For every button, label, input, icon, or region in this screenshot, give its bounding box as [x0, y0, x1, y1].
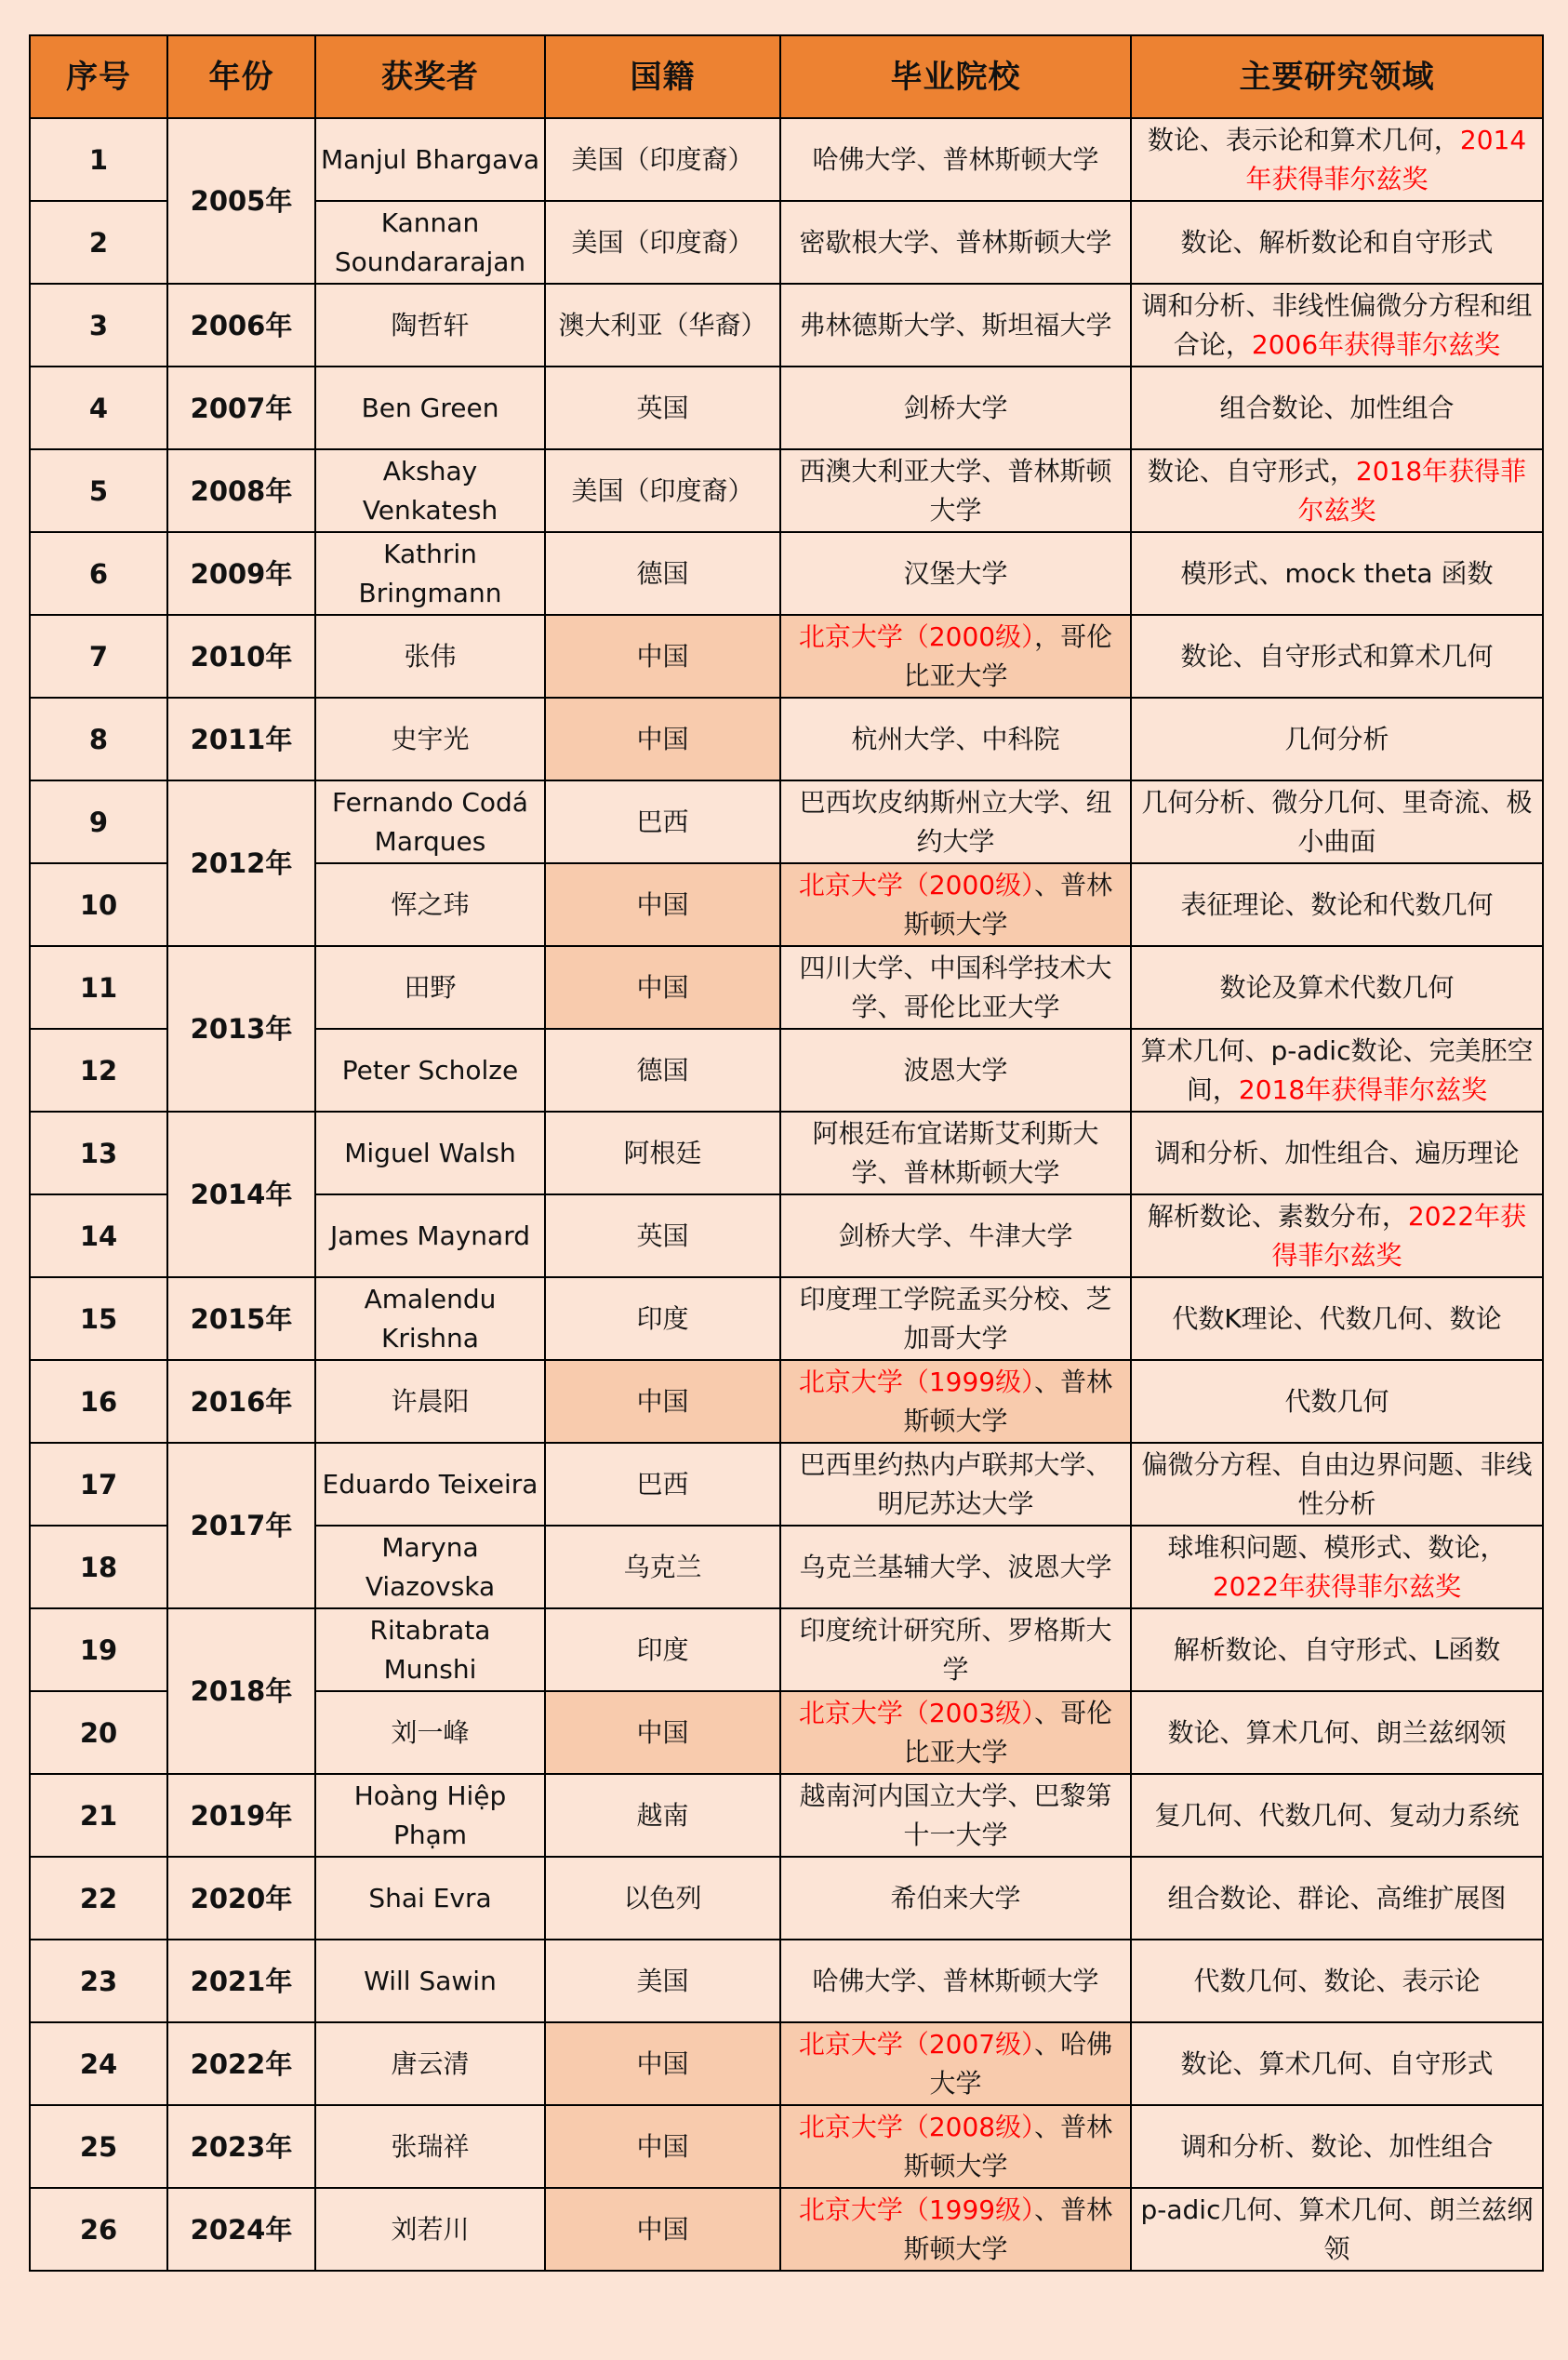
row-index: 1 [30, 118, 167, 201]
row-winner-name: Maryna Viazovska [315, 1526, 545, 1608]
row-winner-name: 刘若川 [315, 2188, 545, 2271]
row-year: 2021年 [167, 1940, 315, 2022]
field-text: 表征理论、数论和代数几何 [1180, 888, 1494, 920]
row-alma-mater [780, 1857, 1131, 1940]
field-text: 解析数论、自守形式、L函数 [1173, 1633, 1501, 1665]
field-text: 球堆积问题、模形式、数论， [1167, 1531, 1507, 1563]
header-index: 序号 [30, 35, 167, 118]
field-text: 偏微分方程、自由边界问题、非线性分析 [1141, 1448, 1533, 1519]
row-nationality: 中国 [545, 2022, 780, 2105]
row-nationality: 美国（印度裔） [545, 118, 780, 201]
row-index: 8 [30, 698, 167, 780]
row-nationality: 巴西 [545, 780, 780, 863]
row-alma-mater [780, 780, 1131, 863]
field-text: 代数几何 [1284, 1385, 1389, 1417]
row-index: 12 [30, 1029, 167, 1112]
header-year: 年份 [167, 35, 315, 118]
row-winner-name: 史宇光 [315, 698, 545, 780]
row-nationality: 美国（印度裔） [545, 449, 780, 532]
peking-university-highlight: 北京大学（2008级） [798, 2111, 1035, 2142]
row-research-field [1131, 284, 1543, 367]
row-alma-mater [780, 1194, 1131, 1277]
row-alma-mater [780, 698, 1131, 780]
table-row [30, 1443, 1543, 1526]
row-research-field [1131, 1691, 1543, 1774]
row-year: 2019年 [167, 1774, 315, 1857]
row-alma-mater [780, 1608, 1131, 1691]
row-index: 16 [30, 1360, 167, 1443]
school-text: 、哥伦比亚大学 [903, 1697, 1113, 1767]
school-text: 四川大学、中国科学技术大学、哥伦比亚大学 [799, 952, 1112, 1022]
row-research-field [1131, 780, 1543, 863]
row-research-field [1131, 615, 1543, 698]
row-winner-name: Akshay Venkatesh [315, 449, 545, 532]
row-winner-name: 恽之玮 [315, 863, 545, 946]
row-index: 18 [30, 1526, 167, 1608]
row-nationality: 巴西 [545, 1443, 780, 1526]
row-index: 10 [30, 863, 167, 946]
row-research-field [1131, 1194, 1543, 1277]
row-winner-name: Will Sawin [315, 1940, 545, 2022]
school-text: 、普林斯顿大学 [903, 869, 1113, 940]
field-text: 复几何、代数几何、复动力系统 [1154, 1799, 1520, 1831]
field-text: 算术几何、p-adic数论、完美胚空间， [1140, 1034, 1534, 1105]
row-alma-mater [780, 1691, 1131, 1774]
table-row [30, 2105, 1543, 2188]
row-index: 6 [30, 532, 167, 615]
school-text: 乌克兰基辅大学、波恩大学 [799, 1551, 1112, 1582]
row-winner-name: Hoàng Hiệp Phạm [315, 1774, 545, 1857]
row-nationality: 英国 [545, 367, 780, 449]
row-research-field [1131, 1857, 1543, 1940]
row-nationality: 中国 [545, 615, 780, 698]
fields-medal-note: 2006年获得菲尔兹奖 [1251, 328, 1501, 360]
row-winner-name: 张瑞祥 [315, 2105, 545, 2188]
field-text: 调和分析、数论、加性组合 [1180, 2130, 1494, 2162]
row-nationality: 中国 [545, 1360, 780, 1443]
peking-university-highlight: 北京大学（2000级） [798, 869, 1035, 900]
row-winner-name: 许晨阳 [315, 1360, 545, 1443]
row-alma-mater [780, 1360, 1131, 1443]
school-text: 杭州大学、中科院 [851, 723, 1060, 754]
table-row [30, 532, 1543, 615]
row-winner-name: Ben Green [315, 367, 545, 449]
row-winner-name: Ritabrata Munshi [315, 1608, 545, 1691]
row-alma-mater [780, 1526, 1131, 1608]
school-text: 密歇根大学、普林斯顿大学 [799, 226, 1112, 258]
school-text: 阿根廷布宜诺斯艾利斯大学、普林斯顿大学 [812, 1117, 1099, 1188]
row-alma-mater [780, 946, 1131, 1029]
table-row [30, 1360, 1543, 1443]
table-body [30, 118, 1543, 2271]
row-nationality: 乌克兰 [545, 1526, 780, 1608]
row-index: 3 [30, 284, 167, 367]
row-year: 2017年 [167, 1443, 315, 1608]
header-research-field: 主要研究领域 [1131, 35, 1543, 118]
row-winner-name: James Maynard [315, 1194, 545, 1277]
table-row [30, 946, 1543, 1029]
field-text: 数论、算术几何、朗兰兹纲领 [1167, 1716, 1507, 1748]
school-text: 波恩大学 [903, 1054, 1008, 1086]
header-alma-mater: 毕业院校 [780, 35, 1131, 118]
row-year: 2009年 [167, 532, 315, 615]
field-text: 几何分析、微分几何、里奇流、极小曲面 [1141, 786, 1533, 857]
table-row [30, 615, 1543, 698]
row-winner-name: Amalendu Krishna [315, 1277, 545, 1360]
school-text: ，哥伦比亚大学 [903, 620, 1113, 691]
row-year: 2016年 [167, 1360, 315, 1443]
table-row [30, 1608, 1543, 1691]
school-text: 哈佛大学、普林斯顿大学 [812, 143, 1099, 175]
row-nationality: 越南 [545, 1774, 780, 1857]
school-text: 印度理工学院孟买分校、芝加哥大学 [799, 1283, 1112, 1353]
table-row [30, 118, 1543, 201]
row-index: 23 [30, 1940, 167, 2022]
row-nationality: 美国（印度裔） [545, 201, 780, 284]
row-winner-name: 唐云清 [315, 2022, 545, 2105]
row-research-field [1131, 532, 1543, 615]
row-alma-mater [780, 1112, 1131, 1194]
row-alma-mater [780, 367, 1131, 449]
row-index: 9 [30, 780, 167, 863]
row-alma-mater [780, 2022, 1131, 2105]
field-text: 代数K理论、代数几何、数论 [1172, 1302, 1502, 1334]
row-winner-name: Shai Evra [315, 1857, 545, 1940]
field-text: 组合数论、群论、高维扩展图 [1167, 1882, 1507, 1913]
table-row [30, 1277, 1543, 1360]
row-research-field [1131, 1112, 1543, 1194]
row-year: 2023年 [167, 2105, 315, 2188]
row-nationality: 中国 [545, 2105, 780, 2188]
row-year: 2013年 [167, 946, 315, 1112]
row-alma-mater [780, 201, 1131, 284]
fields-medal-note: 2018年获得菲尔兹奖 [1297, 455, 1527, 526]
school-text: 剑桥大学、牛津大学 [838, 1220, 1073, 1251]
row-research-field [1131, 1526, 1543, 1608]
row-research-field [1131, 863, 1543, 946]
sastra-prize-table [29, 34, 1544, 2272]
row-alma-mater [780, 615, 1131, 698]
row-nationality: 阿根廷 [545, 1112, 780, 1194]
row-winner-name: 田野 [315, 946, 545, 1029]
row-winner-name: Kannan Soundararajan [315, 201, 545, 284]
field-text: 模形式、mock theta 函数 [1180, 557, 1494, 589]
row-alma-mater [780, 2188, 1131, 2271]
field-text: 数论、自守形式， [1147, 455, 1356, 487]
school-text: 弗林德斯大学、斯坦福大学 [799, 309, 1112, 340]
field-text: 几何分析 [1284, 723, 1389, 754]
row-index: 24 [30, 2022, 167, 2105]
row-index: 25 [30, 2105, 167, 2188]
row-nationality: 印度 [545, 1277, 780, 1360]
row-year: 2007年 [167, 367, 315, 449]
row-year: 2008年 [167, 449, 315, 532]
row-winner-name: Eduardo Teixeira [315, 1443, 545, 1526]
row-index: 17 [30, 1443, 167, 1526]
row-year: 2010年 [167, 615, 315, 698]
field-text: p-adic几何、算术几何、朗兰兹纲领 [1140, 2193, 1534, 2264]
row-research-field [1131, 1608, 1543, 1691]
peking-university-highlight: 北京大学（2003级） [798, 1697, 1035, 1728]
row-nationality: 德国 [545, 1029, 780, 1112]
fields-medal-note: 2022年获得菲尔兹奖 [1212, 1570, 1462, 1602]
row-year: 2005年 [167, 118, 315, 284]
row-alma-mater [780, 118, 1131, 201]
row-index: 21 [30, 1774, 167, 1857]
row-research-field [1131, 946, 1543, 1029]
row-winner-name: Kathrin Bringmann [315, 532, 545, 615]
field-text: 调和分析、非线性偏微分方程和组合论， [1141, 289, 1533, 360]
header-row [30, 35, 1543, 118]
row-research-field [1131, 1277, 1543, 1360]
table-row [30, 2022, 1543, 2105]
row-alma-mater [780, 1443, 1131, 1526]
table-row [30, 284, 1543, 367]
school-text: 、哈佛大学 [929, 2028, 1113, 2099]
field-text: 数论、解析数论和自守形式 [1180, 226, 1494, 258]
row-index: 13 [30, 1112, 167, 1194]
school-text: 巴西坎皮纳斯州立大学、纽约大学 [799, 786, 1112, 857]
row-alma-mater [780, 1774, 1131, 1857]
row-year: 2014年 [167, 1112, 315, 1277]
field-text: 数论及算术代数几何 [1219, 971, 1455, 1003]
row-alma-mater [780, 449, 1131, 532]
field-text: 调和分析、加性组合、遍历理论 [1154, 1137, 1520, 1168]
school-text: 西澳大利亚大学、普林斯顿大学 [799, 455, 1112, 526]
fields-medal-note: 2014年获得菲尔兹奖 [1245, 124, 1527, 194]
peking-university-highlight: 北京大学（1999级） [798, 1366, 1035, 1397]
row-alma-mater [780, 284, 1131, 367]
row-research-field [1131, 449, 1543, 532]
row-nationality: 中国 [545, 2188, 780, 2271]
table-row [30, 2188, 1543, 2271]
row-research-field [1131, 367, 1543, 449]
row-research-field [1131, 2188, 1543, 2271]
school-text: 哈佛大学、普林斯顿大学 [812, 1965, 1099, 1996]
row-alma-mater [780, 532, 1131, 615]
field-text: 数论、算术几何、自守形式 [1180, 2047, 1494, 2079]
row-research-field [1131, 698, 1543, 780]
row-nationality: 美国 [545, 1940, 780, 2022]
row-index: 26 [30, 2188, 167, 2271]
row-alma-mater [780, 863, 1131, 946]
row-nationality: 印度 [545, 1608, 780, 1691]
school-text: 印度统计研究所、罗格斯大学 [799, 1614, 1112, 1685]
row-nationality: 德国 [545, 532, 780, 615]
table-row [30, 449, 1543, 532]
table-row [30, 1940, 1543, 2022]
school-text: 越南河内国立大学、巴黎第十一大学 [799, 1780, 1112, 1850]
row-nationality: 中国 [545, 946, 780, 1029]
table-row [30, 780, 1543, 863]
table-row [30, 1112, 1543, 1194]
row-index: 11 [30, 946, 167, 1029]
row-nationality: 以色列 [545, 1857, 780, 1940]
row-nationality: 中国 [545, 1691, 780, 1774]
school-text: 希伯来大学 [890, 1882, 1021, 1913]
row-index: 14 [30, 1194, 167, 1277]
row-alma-mater [780, 2105, 1131, 2188]
row-alma-mater [780, 1940, 1131, 2022]
peking-university-highlight: 北京大学（1999级） [798, 2193, 1035, 2225]
row-research-field [1131, 118, 1543, 201]
row-winner-name: 刘一峰 [315, 1691, 545, 1774]
row-alma-mater [780, 1277, 1131, 1360]
row-nationality: 中国 [545, 863, 780, 946]
peking-university-highlight: 北京大学（2007级） [798, 2028, 1035, 2060]
row-year: 2006年 [167, 284, 315, 367]
school-text: 、普林斯顿大学 [903, 2193, 1113, 2264]
row-index: 15 [30, 1277, 167, 1360]
row-winner-name: Peter Scholze [315, 1029, 545, 1112]
row-year: 2024年 [167, 2188, 315, 2271]
table-row [30, 698, 1543, 780]
table-row [30, 1857, 1543, 1940]
peking-university-highlight: 北京大学（2000级） [798, 620, 1035, 652]
field-text: 数论、表示论和算术几何， [1147, 124, 1460, 155]
row-year: 2012年 [167, 780, 315, 946]
row-research-field [1131, 2022, 1543, 2105]
fields-medal-note: 2022年获得菲尔兹奖 [1271, 1200, 1527, 1271]
row-winner-name: Fernando Codá Marques [315, 780, 545, 863]
row-year: 2022年 [167, 2022, 315, 2105]
school-text: 、普林斯顿大学 [903, 2111, 1113, 2181]
table-row [30, 1774, 1543, 1857]
row-research-field [1131, 1443, 1543, 1526]
row-winner-name: Manjul Bhargava [315, 118, 545, 201]
row-nationality: 澳大利亚（华裔） [545, 284, 780, 367]
row-year: 2020年 [167, 1857, 315, 1940]
row-index: 22 [30, 1857, 167, 1940]
header-winner: 获奖者 [315, 35, 545, 118]
row-research-field [1131, 1774, 1543, 1857]
row-index: 4 [30, 367, 167, 449]
header-nationality: 国籍 [545, 35, 780, 118]
fields-medal-note: 2018年获得菲尔兹奖 [1238, 1073, 1488, 1105]
row-winner-name: Miguel Walsh [315, 1112, 545, 1194]
row-research-field [1131, 1940, 1543, 2022]
school-text: 剑桥大学 [903, 392, 1008, 423]
row-winner-name: 陶哲轩 [315, 284, 545, 367]
row-research-field [1131, 1029, 1543, 1112]
row-research-field [1131, 1360, 1543, 1443]
row-winner-name: 张伟 [315, 615, 545, 698]
field-text: 数论、自守形式和算术几何 [1180, 640, 1494, 672]
row-index: 2 [30, 201, 167, 284]
field-text: 代数几何、数论、表示论 [1193, 1965, 1481, 1996]
row-research-field [1131, 201, 1543, 284]
row-nationality: 中国 [545, 698, 780, 780]
field-text: 组合数论、加性组合 [1219, 392, 1455, 423]
row-nationality: 英国 [545, 1194, 780, 1277]
row-research-field [1131, 2105, 1543, 2188]
row-index: 5 [30, 449, 167, 532]
row-year: 2015年 [167, 1277, 315, 1360]
row-year: 2018年 [167, 1608, 315, 1774]
school-text: 、普林斯顿大学 [903, 1366, 1113, 1436]
school-text: 巴西里约热内卢联邦大学、明尼苏达大学 [799, 1448, 1112, 1519]
row-index: 7 [30, 615, 167, 698]
row-alma-mater [780, 1029, 1131, 1112]
school-text: 汉堡大学 [903, 557, 1008, 589]
row-year: 2011年 [167, 698, 315, 780]
table-row [30, 367, 1543, 449]
field-text: 解析数论、素数分布， [1147, 1200, 1408, 1232]
row-index: 19 [30, 1608, 167, 1691]
row-index: 20 [30, 1691, 167, 1774]
